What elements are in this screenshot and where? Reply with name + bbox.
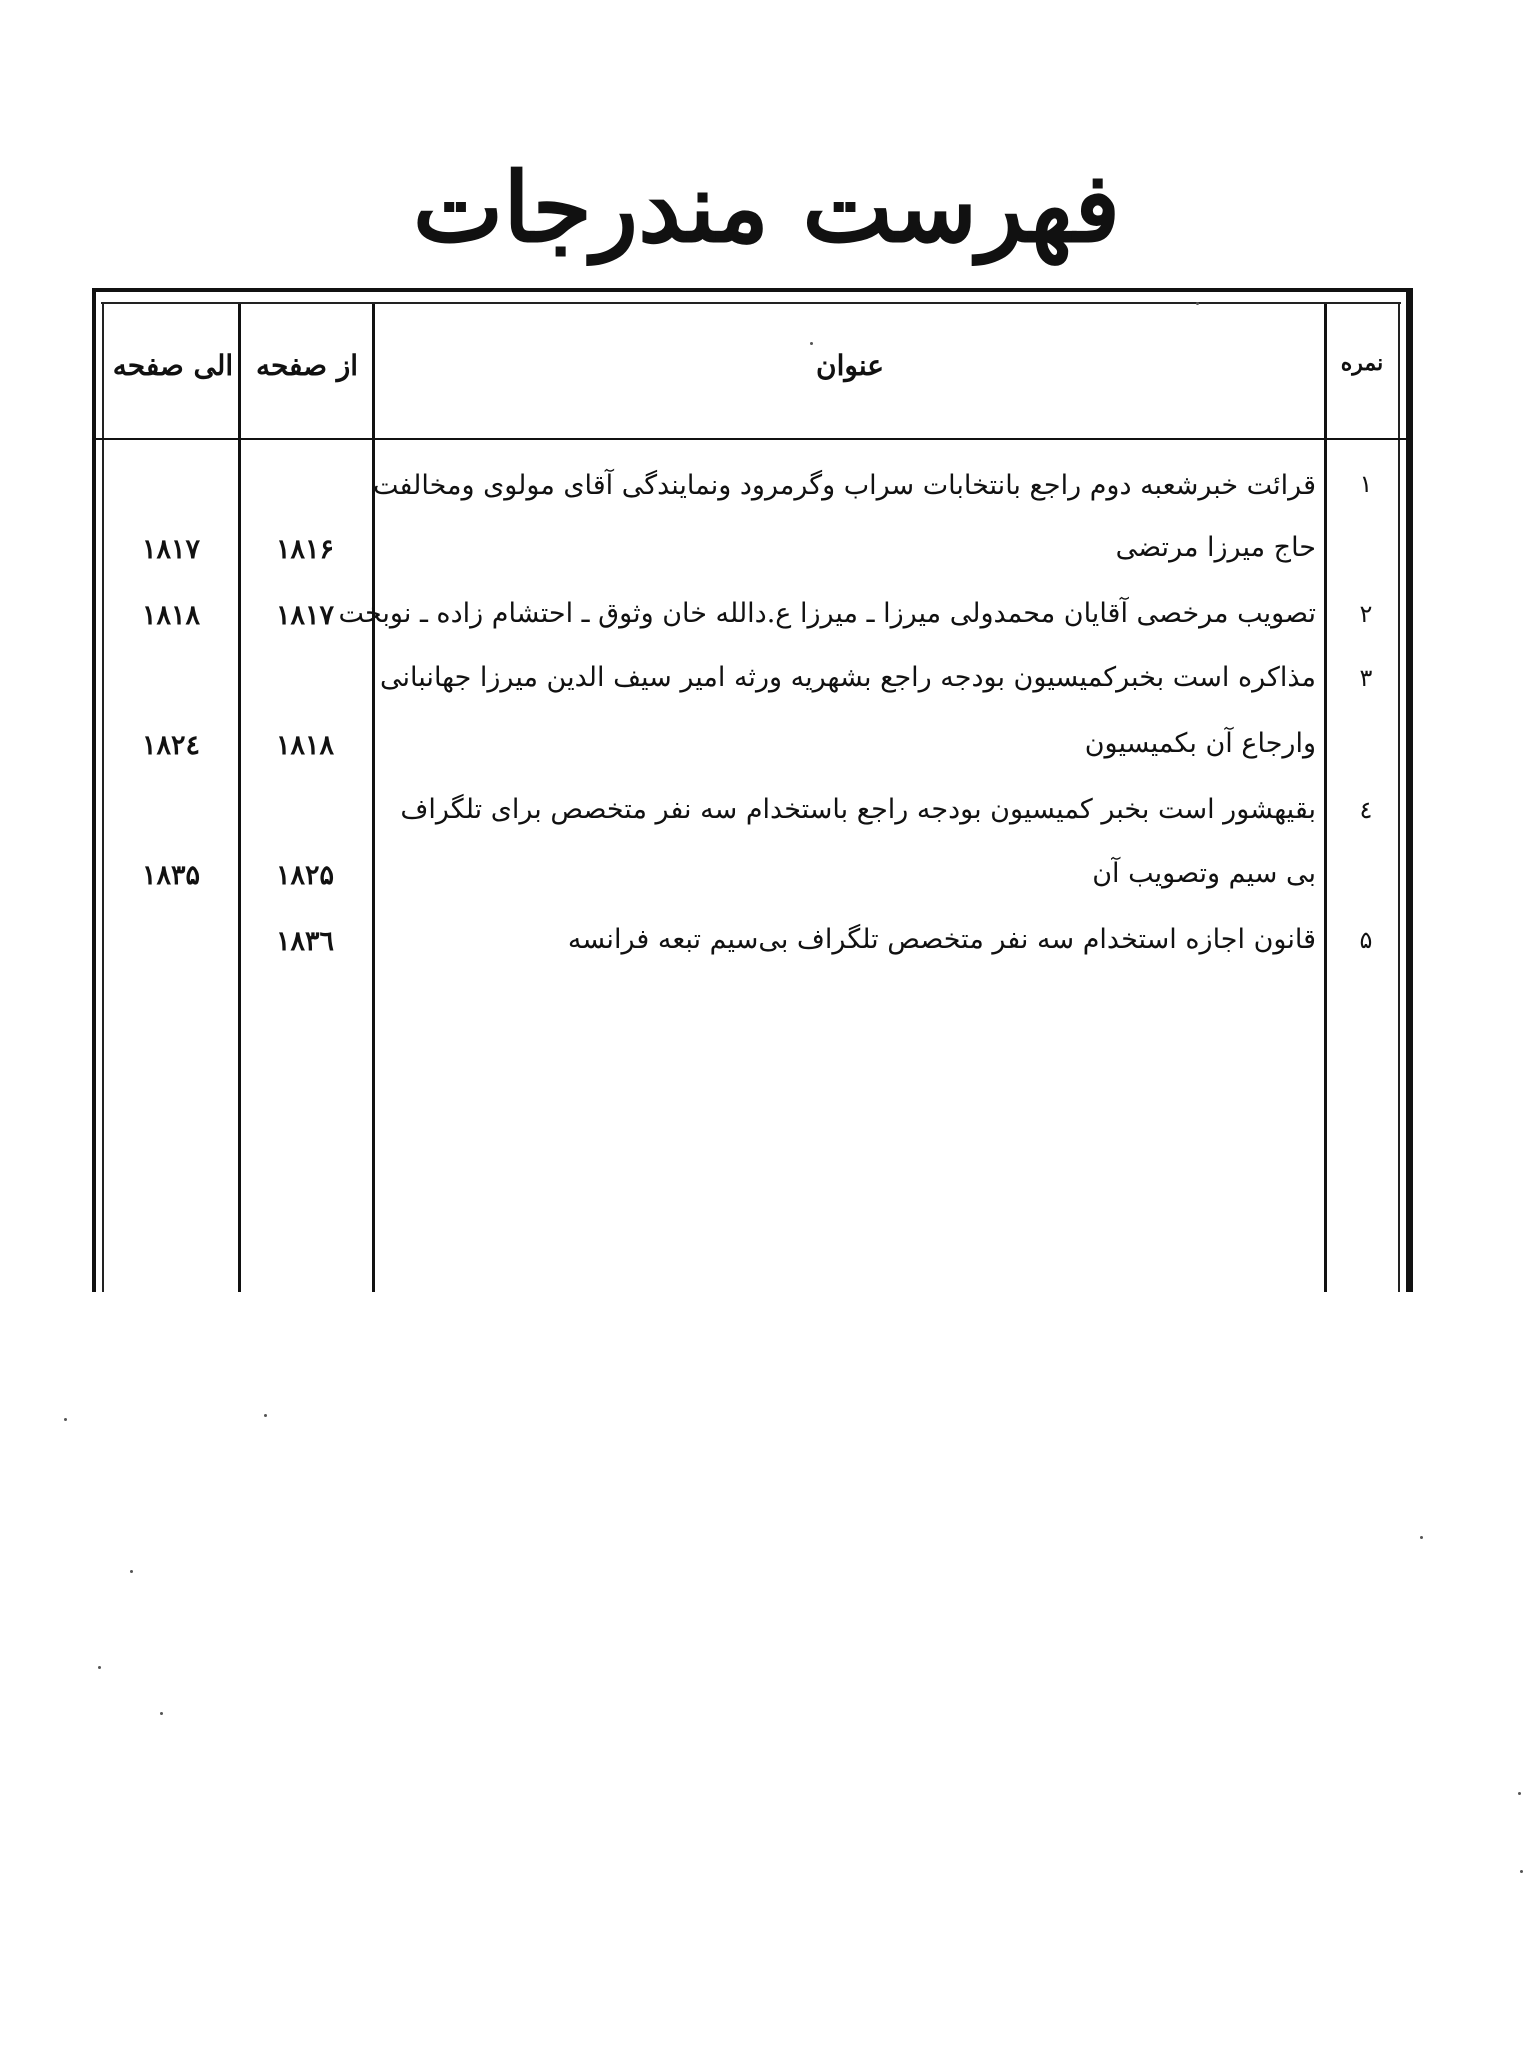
header-subject: عنوان: [816, 349, 884, 382]
scan-speck: [810, 342, 813, 345]
scan-speck: [1518, 1792, 1521, 1795]
row-2-number: ۲: [1359, 600, 1373, 628]
row-3-to-page: ۱۸۲٤: [141, 730, 200, 761]
column-divider-from-subject: [372, 302, 375, 1292]
toc-table: [92, 288, 1413, 1292]
scan-speck: [1196, 302, 1199, 305]
scan-speck: [64, 1418, 67, 1421]
row-3-number: ۳: [1359, 664, 1373, 692]
scan-speck: [1420, 1536, 1423, 1539]
row-1-to-page: ۱۸۱۷: [141, 534, 200, 565]
header-from-page: از صفحه: [255, 349, 359, 382]
row-3-line-2: وارجاع آن بکمیسیون: [1084, 728, 1316, 759]
row-5-from-page: ۱۸۳٦: [275, 926, 334, 957]
header-to-page: الی صفحه: [112, 349, 234, 382]
row-4-from-page: ۱۸۲۵: [275, 860, 334, 891]
row-3-from-page: ۱۸۱۸: [275, 730, 334, 761]
scan-speck: [160, 1712, 163, 1715]
column-divider-subject-number: [1324, 302, 1327, 1292]
column-divider-to-from: [238, 302, 241, 1292]
row-4-line-1: بقیهشور است بخبر کمیسیون بودجه راجع باستخدام سه نفر متخصص برای تلگراف: [400, 794, 1316, 825]
row-3-line-1: مذاکره است بخبرکمیسیون بودجه راجع بشهریه ورثه امیر سیف الدین میرزا جهانبانی: [380, 662, 1316, 693]
scan-speck: [130, 1570, 133, 1573]
row-4-line-2: بی سیم وتصویب آن: [1092, 858, 1316, 889]
row-2-from-page: ۱۸۱۷: [275, 600, 334, 631]
row-4-number: ٤: [1359, 796, 1373, 824]
row-1-from-page: ۱۸۱۶: [275, 534, 334, 565]
row-2-line-1: تصویب مرخصی آقایان محمدولی میرزا ـ میرزا ع.دالله خان وثوق ـ احتشام زاده ـ نوبخت: [338, 598, 1316, 629]
row-5-number: ۵: [1359, 926, 1373, 954]
table-border-right: [1398, 302, 1400, 1292]
row-1-line-2: حاج میرزا مرتضی: [1115, 532, 1316, 563]
header-number: نمره: [1340, 350, 1384, 376]
row-2-to-page: ۱۸۱۸: [141, 600, 200, 631]
scan-speck: [1520, 1870, 1523, 1873]
table-border-left: [102, 302, 104, 1292]
row-1-number: ۱: [1359, 470, 1373, 498]
row-1-line-1: قرائت خبرشعبه دوم راجع بانتخابات سراب وگرمرود ونمایندگی آقای مولوی ومخالفت: [372, 470, 1316, 501]
scan-speck: [98, 1666, 101, 1669]
row-4-to-page: ۱۸۳۵: [141, 860, 200, 891]
row-5-line-1: قانون اجازه استخدام سه نفر متخصص تلگراف بی‌سیم تبعه فرانسه: [567, 924, 1316, 955]
header-divider: [96, 438, 1406, 440]
page-title: فهرست مندرجات: [412, 151, 1121, 264]
scan-speck: [264, 1414, 267, 1417]
